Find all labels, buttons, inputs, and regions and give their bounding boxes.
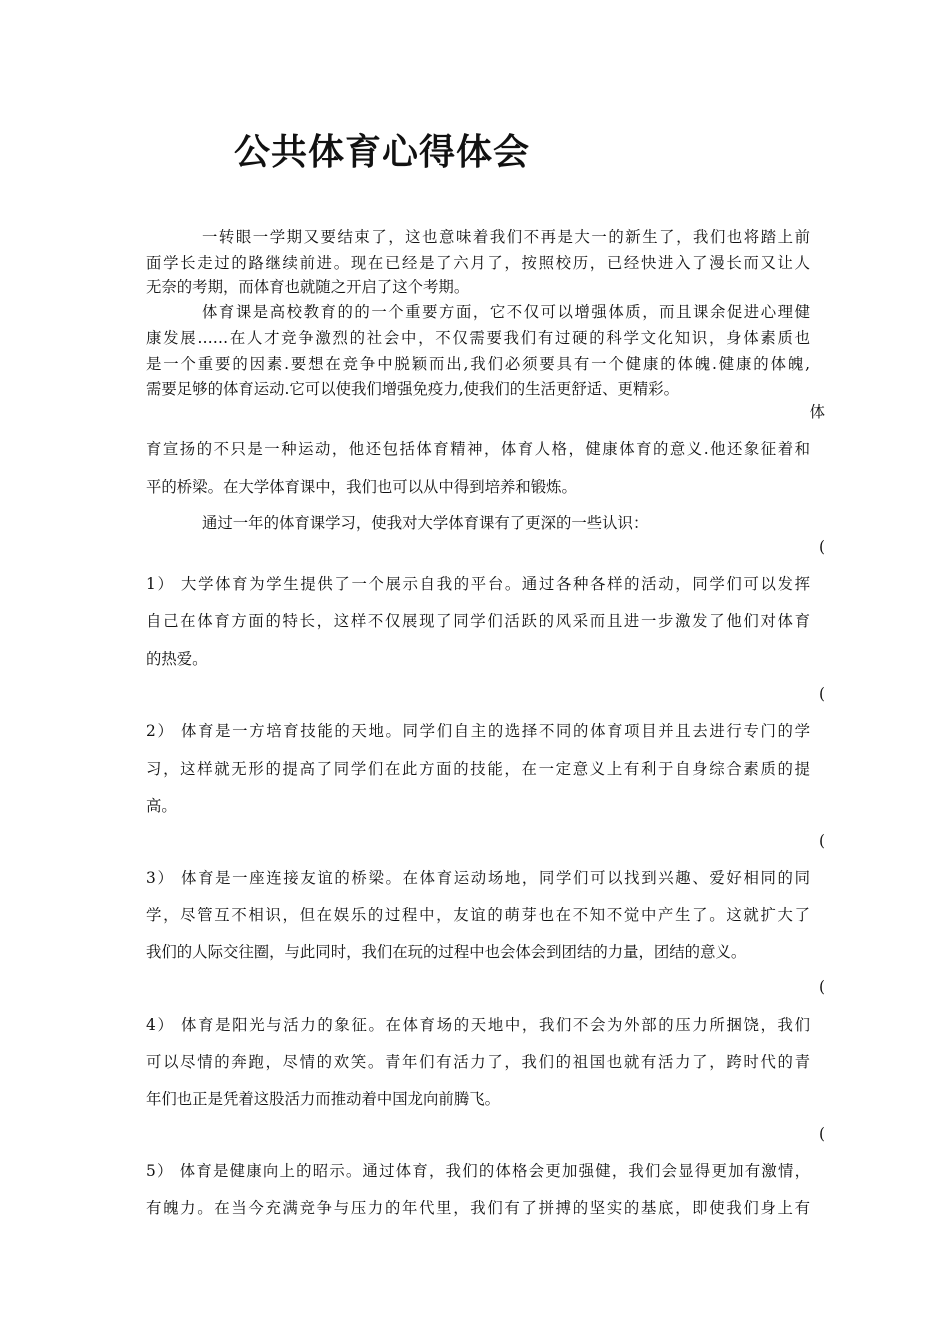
list-item-line: 有魄力。在当今充满竞争与压力的年代里，我们有了拼搏的坚实的基底，即使我们身上有 (146, 1199, 810, 1217)
list-item-line: 3） 体育是一座连接友谊的桥梁。在体育运动场地，同学们可以找到兴趣、爱好相同的同 (146, 869, 810, 887)
list-item-line: 我们的人际交往圈，与此同时，我们在玩的过程中也会体会到团结的力量，团结的意义。 (146, 943, 747, 961)
paragraph-line: 康发展……在人才竞争激烈的社会中，不仅需要我们有过硬的科学文化知识，身体素质也 (146, 329, 810, 347)
paragraph-line: 一转眼一学期又要结束了，这也意味着我们不再是大一的新生了，我们也将踏上前 (202, 228, 810, 246)
list-item-line: 5） 体育是健康向上的昭示。通过体育，我们的体格会更加强健，我们会显得更加有激情， (146, 1162, 810, 1180)
list-item-line: 自己在体育方面的特长，这样不仅展现了同学们活跃的风采而且进一步激发了他们对体育 (146, 612, 810, 630)
list-item-line: 年们也正是凭着这股活力而推动着中国龙向前腾飞。 (146, 1090, 500, 1108)
paragraph-line: 无奈的考期，而体育也就随之开启了这个考期。 (146, 278, 470, 296)
list-item-line: 可以尽情的奔跑，尽情的欢笑。青年们有活力了，我们的祖国也就有活力了，跨时代的青 (146, 1053, 810, 1071)
page-title: 公共体育心得体会 (234, 132, 531, 173)
list-item-line: 1） 大学体育为学生提供了一个展示自我的平台。通过各种各样的活动，同学们可以发挥 (146, 575, 810, 593)
paragraph-line: 是一个重要的因素.要想在竞争中脱颖而出,我们必须要具有一个健康的体魄.健康的体魄, (146, 355, 810, 373)
paragraph-line: 面学长走过的路继续前进。现在已经是了六月了，按照校历，已经快进入了漫长而又让人 (146, 254, 810, 272)
list-item-line: 的热爱。 (146, 650, 208, 668)
list-item-line: 2） 体育是一方培育技能的天地。同学们自主的选择不同的体育项目并且去进行专门的学 (146, 722, 810, 740)
list-item-line: 习，这样就无形的提高了同学们在此方面的技能，在一定意义上有利于自身综合素质的提 (146, 760, 810, 778)
line-fragment: 体 (809, 403, 825, 421)
paragraph-line: 通过一年的体育课学习，使我对大学体育课有了更深的一些认识： (202, 514, 649, 532)
list-item-line: 学，尽管互不相识，但在娱乐的过程中，友谊的萌芽也在不知不觉中产生了。这就扩大了 (146, 906, 810, 924)
list-marker-fragment: ( (818, 832, 825, 850)
list-marker-fragment: ( (818, 978, 825, 996)
paragraph-line: 平的桥梁。在大学体育课中，我们也可以从中得到培养和锻炼。 (146, 478, 577, 496)
list-marker-fragment: ( (818, 685, 825, 703)
list-item-line: 4） 体育是阳光与活力的象征。在体育场的天地中，我们不会为外部的压力所捆饶，我们 (146, 1016, 810, 1034)
paragraph-line: 需要足够的体育运动.它可以使我们增强免疫力,使我们的生活更舒适、更精彩。 (146, 380, 680, 398)
paragraph-line: 体育课是高校教育的的一个重要方面，它不仅可以增强体质，而且课余促进心理健 (202, 303, 810, 321)
list-marker-fragment: ( (818, 1125, 825, 1143)
paragraph-line: 育宣扬的不只是一种运动，他还包括体育精神，体育人格，健康体育的意义.他还象征着和 (146, 440, 810, 458)
list-marker-fragment: ( (818, 538, 825, 556)
list-item-line: 高。 (146, 797, 177, 815)
